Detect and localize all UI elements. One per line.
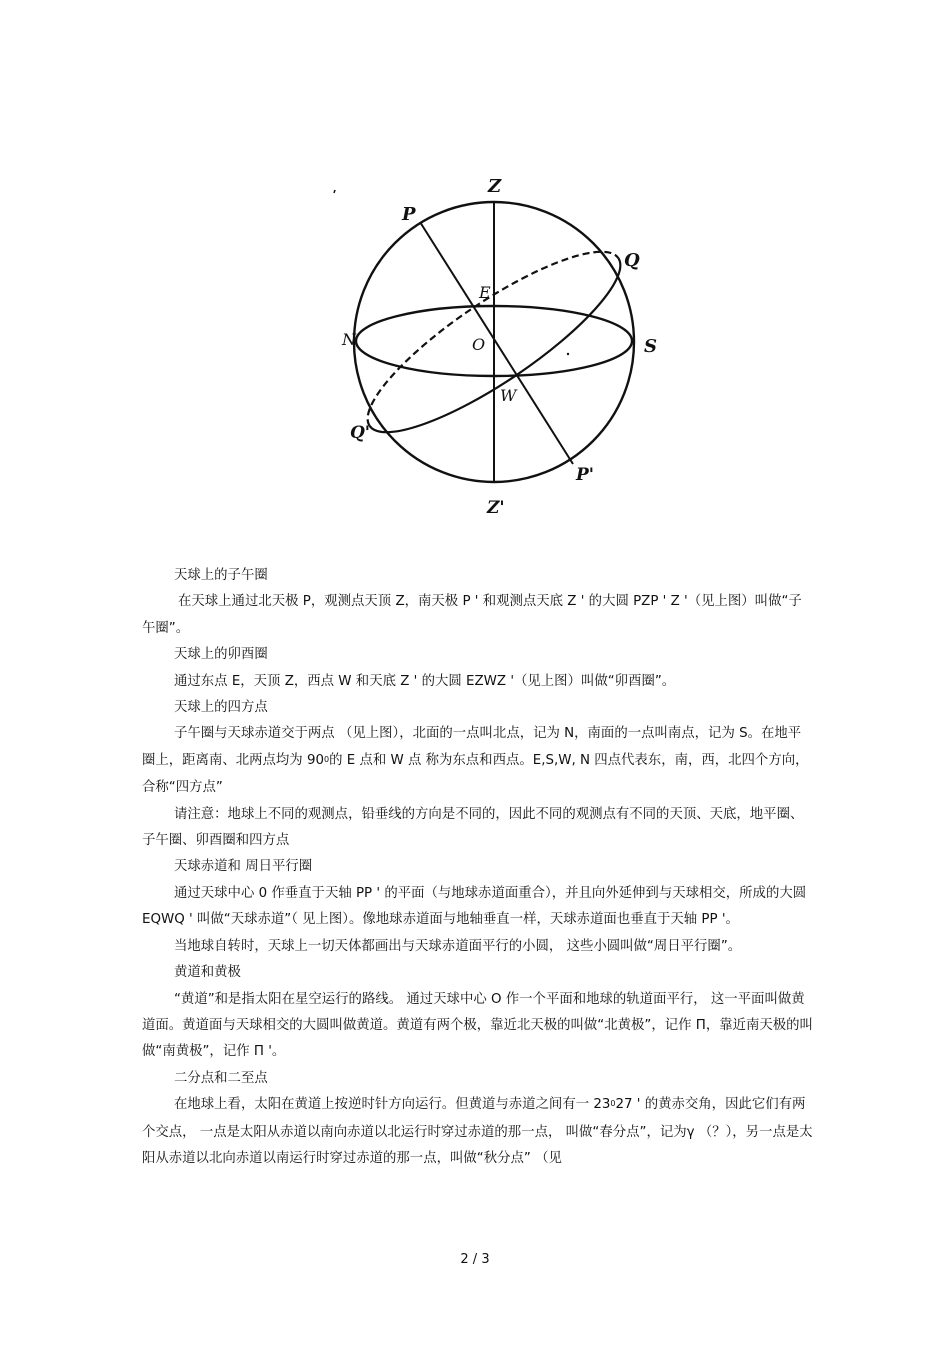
equinox-text-a: 在地球上看，太阳在黄道上按逆时针方向运行。但黄道与赤道之间有一 23: [174, 1097, 611, 1113]
paragraph-prime-vertical: 通过东点 E，天顶 Z，西点 W 和天底 Z ' 的大圆 EZWZ '（见上图）叫做“卯酉圈”。: [174, 673, 676, 689]
heading-equinox-solstice: 二分点和二至点: [174, 1070, 268, 1086]
stray-dot: [567, 353, 569, 355]
label-p: P: [402, 204, 416, 225]
document-body: [142, 563, 814, 1172]
celestial-sphere-figure: [330, 168, 670, 523]
paragraph-ecliptic: “黄道”和是指太阳在星空运行的路线。 通过天球中心 O 作一个平面和地球的轨道面平行， 这一平面叫做黄道面。黄道面与天球相交的大圆叫做黄道。黄道有两个极，靠近北天极的叫做“北黄极”，记作 Π，靠近南天极的叫做“南黄极”，记作 Π '。: [142, 991, 813, 1060]
stray-mark: [334, 190, 335, 193]
paragraph-equinox: [142, 1092, 814, 1172]
heading-cardinal-points: 天球上的四方点: [174, 700, 268, 716]
cardinal-text-a: 子午圈与天球赤道交于两点 （见上图），北面的一点叫北点，记为 N，南面的一点叫南点，记为 S。在地平圈上，距离南、北两点均为 90: [142, 726, 802, 768]
paragraph-cardinal-points: [142, 721, 814, 801]
heading-equator: 天球赤道和 周日平行圈: [174, 859, 313, 875]
paragraph-meridian: 在天球上通过北天极 P，观测点天顶 Z，南天极 P ' 和观测点天底 Z ' 的大圆 PZP ' Z '（见上图）叫做“子午圈”。: [142, 594, 802, 636]
label-p-prime: P': [576, 465, 594, 485]
label-e: E: [479, 283, 491, 302]
cardinal-text-b: 的 E 点和 W 点 称为东点和西点。E,S,W, N 四点代表东，南，西，北四个方向，合称“四方点”: [142, 752, 809, 796]
heading-ecliptic: 黄道和黄极: [174, 965, 241, 981]
label-q-prime: Q': [350, 423, 371, 443]
label-q: Q: [624, 250, 640, 271]
paragraph-diurnal: 当地球自转时，天球上一切天体都画出与天球赤道面平行的小圆， 这些小圆叫做“周日平行圈”。: [174, 938, 742, 954]
label-z: Z: [488, 176, 502, 197]
celestial-sphere-diagram: [330, 168, 670, 523]
label-s: S: [644, 336, 657, 357]
celestial-axis: [420, 222, 573, 464]
label-n: N: [342, 330, 356, 349]
paragraph-equator: 通过天球中心 0 作垂直于天轴 PP ' 的平面（与地球赤道面重合），并且向外延伸到与天球相交，所成的大圆 EQWQ ' 叫做“天球赤道”（ 见上图）。像地球赤道面与地轴垂直一样，天球赤道面也垂直于天轴 PP '。: [142, 885, 807, 928]
label-o: O: [472, 335, 486, 354]
page-number: 2 / 3: [460, 1252, 490, 1267]
paragraph-note: 请注意：地球上不同的观测点，铅垂线的方向是不同的，因此不同的观测点有不同的天顶、天底，地平圈、子午圈、卯酉圈和四方点: [142, 806, 804, 849]
equinox-text-b: 27 ' 的黄赤交角，因此它们有两个交点， 一点是太阳从赤道以南向赤道以北运行时穿过赤道的那一点， 叫做“春分点”，记为γ （？），另一点是太阳从赤道以北向赤道以南运行时穿过赤道的那一点，叫做“秋分点” （见: [142, 1097, 813, 1166]
label-w: W: [500, 386, 517, 405]
label-z-prime: Z': [487, 498, 505, 518]
degree-sup: 0: [323, 754, 330, 764]
heading-prime-vertical: 天球上的卯酉圈: [174, 647, 268, 663]
obliquity-sup: 0: [610, 1099, 616, 1109]
heading-meridian: 天球上的子午圈: [174, 568, 268, 583]
